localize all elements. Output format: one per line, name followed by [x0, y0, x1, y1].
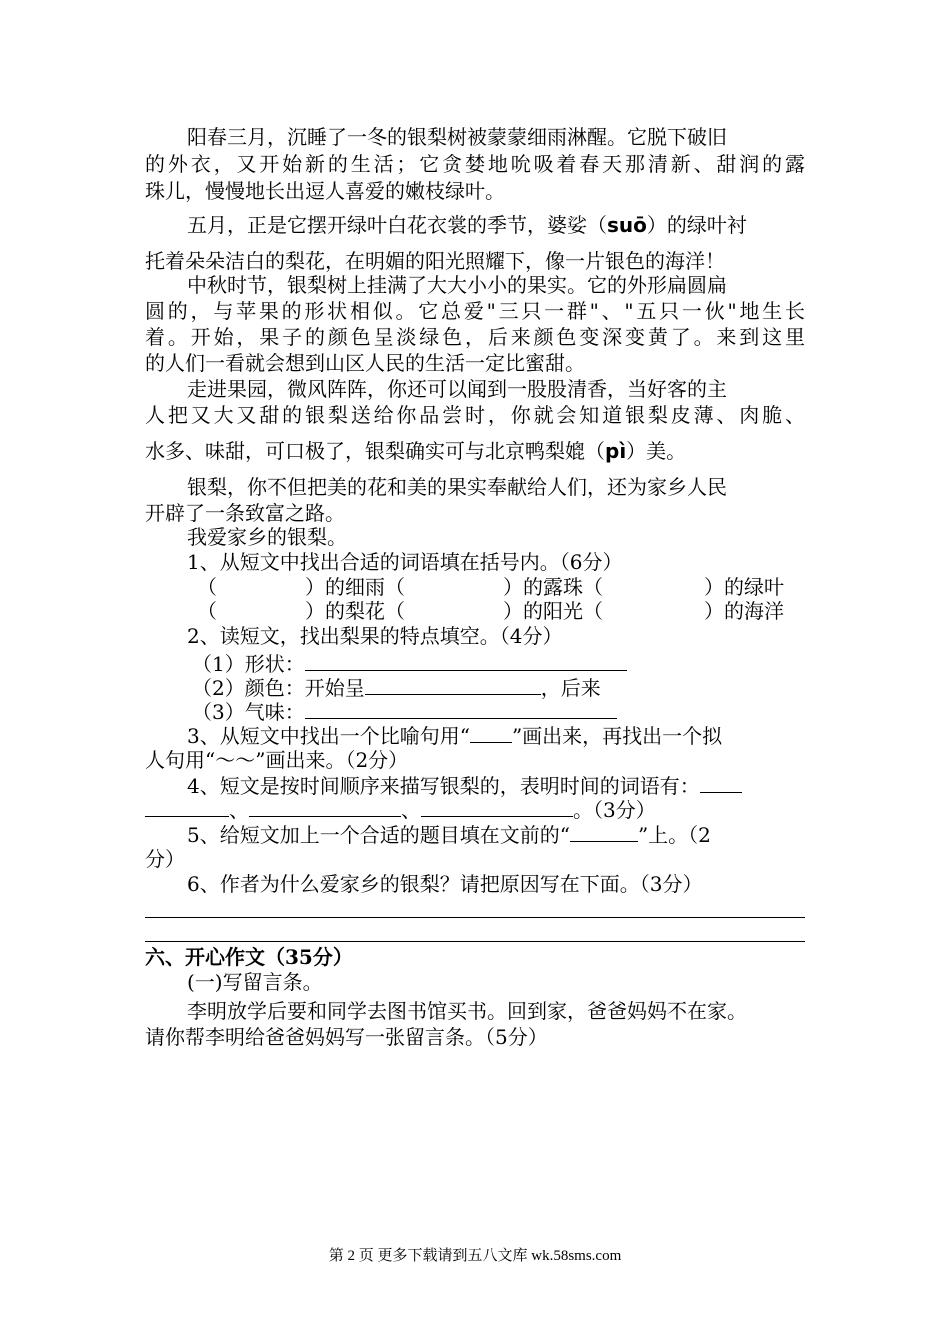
passage-text: ）美。 [626, 439, 687, 463]
passage-text: ）的绿叶衬 [646, 213, 747, 237]
underline-sample [470, 722, 512, 743]
passage-line: 人把又大又甜的银梨送给你品尝时，你就会知道银梨皮薄、肉脆、 [145, 403, 805, 427]
question-1: 1、从短文中找出合适的词语填在括号内。（6分） [187, 550, 623, 574]
passage-line [187, 212, 747, 238]
section-heading: 六、开心作文（35分） [145, 945, 353, 969]
separator: 、 [229, 798, 249, 822]
passage-line [145, 438, 686, 464]
passage-line: 圆的，与苹果的形状相似。它总爱"三只一群"、"五只一伙"地生长 [145, 299, 805, 323]
q2-shape-label: （1）形状： [192, 652, 305, 676]
fill-label: ）的露珠（ [503, 575, 603, 599]
passage-line: 中秋时节，银梨树上挂满了大大小小的果实。它的外形扁圆扁 [187, 273, 727, 297]
question-3-cont: 人句用“～～”画出来。（2分） [145, 748, 409, 772]
passage-line: 阳春三月，沉睡了一冬的银梨树被蒙蒙细雨淋醒。它脱下破旧 [187, 125, 727, 149]
passage-line: 的外衣，又开始新的生活；它贪婪地吮吸着春天那清新、甜润的露 [145, 152, 805, 176]
q4-text: 4、短文是按时间顺序来描写银梨的，表明时间的词语有： [187, 774, 700, 798]
q2-smell [192, 698, 617, 725]
answer-blank[interactable] [305, 650, 627, 671]
q2-smell-label: （3）气味： [192, 700, 305, 724]
answer-blank[interactable] [249, 796, 401, 817]
separator: 、 [401, 798, 421, 822]
answer-line[interactable] [145, 941, 805, 942]
fill-label: ）的阳光（ [503, 599, 603, 623]
section-subheading: (一)写留言条。 [187, 970, 323, 994]
q4-end: 。（3分） [573, 798, 656, 822]
answer-blank[interactable] [700, 772, 742, 793]
passage-line: 走进果园，微风阵阵，你还可以闻到一股股清香，当好客的主 [187, 377, 727, 401]
page-footer: 第 2 页 更多下载请到五八文库 wk.58sms.com [328, 1248, 622, 1264]
question-4 [187, 772, 742, 799]
paren: （ [197, 599, 217, 623]
passage-line: 着。开始，果子的颜色呈淡绿色，后来颜色变深变黄了。来到这里 [145, 325, 805, 349]
passage-text: 水多、味甜，可口极了，银梨确实可与北京鸭梨媲（ [145, 439, 605, 463]
q2-shape [192, 650, 627, 677]
passage-line: 开辟了一条致富之路。 [145, 501, 345, 525]
answer-blank[interactable] [305, 698, 617, 719]
pinyin: pì [605, 439, 627, 463]
question-5-cont: 分） [145, 847, 185, 871]
q3-text: ”画出来，再找出一个拟 [511, 724, 723, 748]
passage-line: 银梨，你不但把美的花和美的果实奉献给人们，还为家乡人民 [187, 475, 727, 499]
passage-line: 珠儿，慢慢地长出逗人喜爱的嫩枝绿叶。 [145, 179, 505, 203]
answer-blank[interactable] [421, 796, 573, 817]
passage-line: 我爱家乡的银梨。 [187, 525, 347, 549]
q5-text: ”上。（2 [637, 823, 711, 847]
fill-label: ）的绿叶 [704, 575, 784, 599]
question-4-cont [145, 796, 656, 823]
answer-blank[interactable] [365, 674, 541, 695]
question-3 [187, 722, 722, 749]
passage-text: 五月，正是它摆开绿叶白花衣裳的季节，婆娑（ [187, 213, 607, 237]
q5-text: 5、给短文加上一个合适的题目填在文前的“ [187, 823, 570, 847]
section-body: 请你帮李明给爸爸妈妈写一张留言条。（5分） [145, 1025, 548, 1049]
passage-line: 托着朵朵洁白的梨花，在明媚的阳光照耀下，像一片银色的海洋！ [145, 249, 725, 273]
q2-color [192, 674, 601, 701]
fill-label: ）的细雨（ [305, 575, 405, 599]
q2-color-label-2: ，后来 [540, 676, 601, 700]
passage-line: 的人们一看就会想到山区人民的生活一定比蜜甜。 [145, 351, 585, 375]
q3-text: 3、从短文中找出一个比喻句用“ [187, 724, 470, 748]
section-body: 李明放学后要和同学去图书馆买书。回到家，爸爸妈妈不在家。 [187, 999, 747, 1023]
answer-blank[interactable] [145, 796, 229, 817]
q2-color-label: （2）颜色：开始呈 [192, 676, 365, 700]
fill-label: ）的海洋 [704, 599, 784, 623]
fill-label: ）的梨花（ [305, 599, 405, 623]
question-6: 6、作者为什么爱家乡的银梨？请把原因写在下面。（3分） [187, 872, 703, 896]
pinyin: suō [607, 213, 647, 237]
paren: （ [197, 575, 217, 599]
question-2: 2、读短文，找出梨果的特点填空。（4分） [187, 624, 563, 648]
question-5 [187, 821, 711, 848]
answer-line[interactable] [145, 917, 805, 918]
title-blank [570, 821, 638, 842]
